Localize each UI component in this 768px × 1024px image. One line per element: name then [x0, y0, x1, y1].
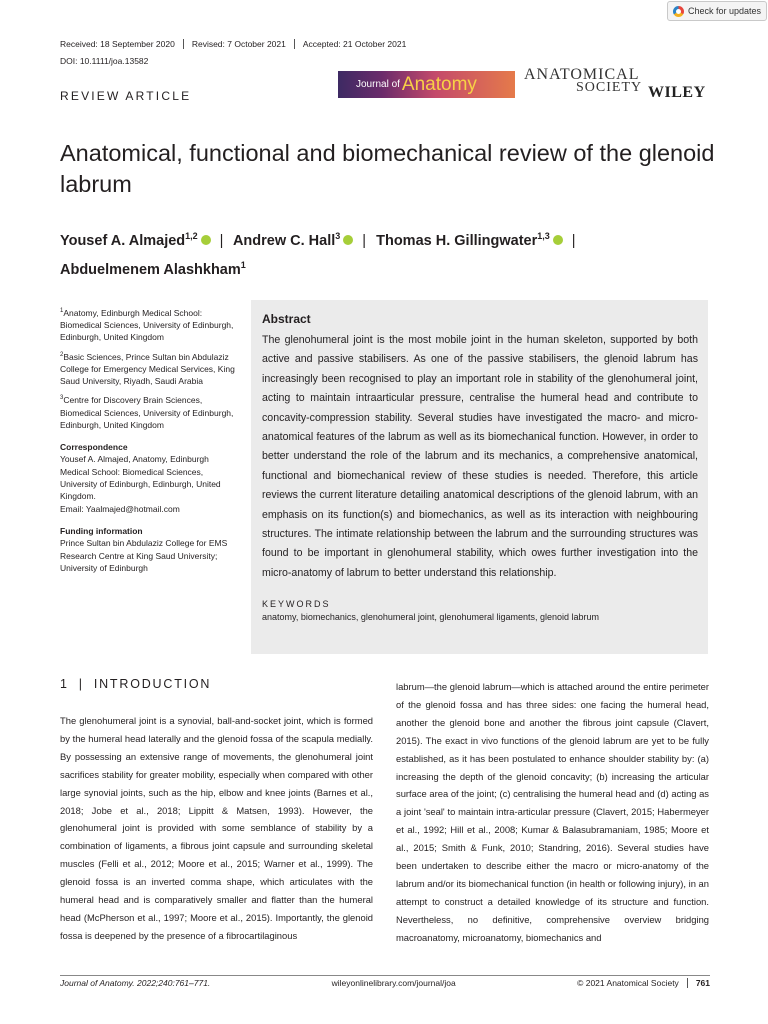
page-number: 761 — [687, 978, 710, 988]
author-name[interactable]: Andrew C. Hall — [232, 232, 336, 249]
section-heading — [60, 677, 211, 691]
affiliation-sup: 1 — [60, 308, 64, 314]
correspondence — [60, 441, 240, 515]
doi[interactable]: DOI: 10.1111/joa.13582 — [60, 56, 149, 66]
section-title: INTRODUCTION — [93, 677, 212, 691]
footer-divider — [60, 975, 710, 976]
body-column-right: labrum—the glenoid labrum—which is attached around the entire perimeter of the glenoid fossa and has three sides: one facing the humeral head, another the glenoid bone and another the fibrous joint capsule (Clavert, 2015). The exact in vivo functions of the glenoid labrum are yet to be fully established, as it has been postulated to enhance shoulder stability by: (a) increasing the depth of the glenoid concavity; (b) increasing the articular surface area of the joint; (c) centralising the humeral head and (d) acting as a joint 'seal' to maintain intra-articular pressure (Clavert, 2015; Habermeyer et al., 1992; Hill et al., 2008; Kumar & Balasubramaniam, 1985; Moore et al., 2015; Smith & Funk, 2010; Standring, 2016). Several studies have been undertaken to describe either the macro or micro-anatomy of the labrum and/or its biomechanical function (in health or following injury), in an attempt to construct a detailed knowledge of its structure and function. Nevertheless, no definitive, comprehensive overview bridging macroanatomy, microanatomy, biomechanics and — [396, 681, 709, 943]
author-affil-sup: 3 — [335, 231, 341, 241]
separator: | — [219, 232, 224, 249]
author-list — [60, 224, 720, 282]
page-footer — [60, 978, 710, 988]
keywords-heading: KEYWORDS — [262, 599, 331, 610]
funding-heading: Funding information — [60, 525, 143, 536]
separator: | — [78, 677, 84, 691]
accepted-date: Accepted: 21 October 2021 — [302, 39, 407, 49]
affiliation-sup: 3 — [60, 395, 64, 402]
body-column-left: The glenohumeral joint is a synovial, ball-and-socket joint, which is formed by the humeral head laterally and the glenoid fossa of the scapula medially. By possessing an extensive range of movements, the glenohumeral joint sacrifices stability for greater mobility, especially when compared with other large synovial joints, such as the hip, elbow and knee joints (Barnes et al., 2018; Jobe et al., 2018; Lippitt & Matsen, 1993). However, the glenohumeral joint is provided with some semblance of stability by a combination of ligaments, a fibrous joint capsule and surrounding skeletal muscles (Felli et al., 2012; Moore et al., 2015; Warner et al., 1999). The glenoid fossa is an inverted comma shape, which articulates with the humeral head and is comparatively smaller and flatter than the humeral head (McPherson et al., 1997; Moore et al., 2015). Importantly, the glenoid fossa is deepened by the presence of a fibrocartilaginous — [60, 715, 373, 941]
affiliations-column — [60, 305, 240, 584]
abstract-text: The glenohumeral joint is the most mobile joint in the human skeleton, supported by both active and passive stabilisers. As one of the passive stabilisers, the glenoid labrum has increasingly been recognised to play an important role in stability of the glenohumeral joint, acting to maintain intraarticular pressure, centralise the humeral head and contribute to concavity-compression stability. Several studies have investigated the macro- and micro-anatomical features of the labrum as well as its biomechanical function. However, in order to better understand the role of the labrum and its mechanics, a comprehensive anatomical, functional and biomechanical review of these studies is needed. Therefore, this article reviews the current literature detailing anatomical descriptions of the glenoid labrum, with an emphasis on its function(s) and biomechanics, as well as its interaction with neighbouring structures. The intimate relationship between the labrum and the surrounding structures was found to be important in glenohumeral stability, which owes further investigation into the micro-anatomy of labrum to better understand this relationship. — [262, 334, 698, 579]
article-type: REVIEW ARTICLE — [60, 89, 192, 103]
correspondence-text: Yousef A. Almajed, Anatomy, Edinburgh Medical School: Biomedical Sciences, University of Edinburgh, Edinburgh, United Kingdom. — [60, 454, 221, 502]
orcid-icon[interactable] — [343, 235, 353, 245]
affiliation — [60, 392, 240, 431]
affiliation — [60, 305, 240, 344]
affiliation-text: Anatomy, Edinburgh Medical School: Biomedical Sciences, University of Edinburgh, Edinburgh, United Kingdom — [60, 307, 234, 343]
crossmark-icon — [673, 6, 684, 17]
affiliation-sup: 2 — [60, 351, 64, 358]
society-logo — [524, 68, 642, 95]
author-affil-sup: 1 — [240, 259, 246, 270]
footer-url[interactable]: wileyonlinelibrary.com/journal/joa — [331, 978, 456, 988]
journal-logo[interactable] — [338, 71, 515, 98]
correspondence-heading: Correspondence — [60, 442, 128, 453]
funding-text: Prince Sultan bin Abdulaziz College for EMS Research Centre at King Saud University; University of Edinburgh — [60, 538, 228, 573]
correspondence-email[interactable]: Email: Yaalmajed@hotmail.com — [60, 503, 180, 514]
footer-copyright: © 2021 Anatomical Society — [577, 978, 679, 988]
section-number: 1 — [60, 677, 69, 691]
abstract-heading: Abstract — [262, 312, 311, 326]
affiliation — [60, 349, 240, 388]
publisher-logo: WILEY — [648, 84, 706, 101]
footer-right — [577, 978, 710, 988]
funding — [60, 525, 240, 574]
article-title: Anatomical, functional and biomechanical review of the glenoid labrum — [60, 140, 715, 197]
author-name[interactable]: Abduelmenem Alashkham — [60, 261, 241, 278]
check-for-updates-label: Check for updates — [688, 6, 762, 16]
orcid-icon[interactable] — [201, 235, 211, 245]
revised-date: Revised: 7 October 2021 — [192, 39, 295, 49]
anatomy-text: Anatomy — [401, 73, 477, 95]
society-line2: SOCIETY — [576, 80, 643, 96]
footer-citation: Journal of Anatomy. 2022;240:761–771. — [60, 978, 211, 988]
author-affil-sup: 1,2 — [185, 231, 198, 241]
author-affil-sup: 1,3 — [537, 231, 550, 241]
affiliation-text: Centre for Discovery Brain Sciences, Biomedical Sciences, University of Edinburgh, Edinburgh, United Kingdom — [60, 395, 234, 430]
separator: | — [571, 232, 576, 249]
orcid-icon[interactable] — [553, 235, 563, 245]
keywords-text: anatomy, biomechanics, glenohumeral joint, glenohumeral ligaments, glenoid labrum — [262, 612, 600, 623]
abstract-box — [251, 300, 708, 654]
separator: | — [362, 232, 367, 249]
author-name[interactable]: Thomas H. Gillingwater — [376, 232, 538, 249]
society-line1: ANATOMICAL — [524, 66, 640, 83]
check-for-updates-button[interactable] — [667, 1, 767, 21]
affiliation-text: Basic Sciences, Prince Sultan bin Abdulaziz College for Emergency Medical Services, King Saud University, Riyadh, Saudi Arabia — [60, 351, 235, 387]
article-dates — [60, 39, 422, 49]
journal-of-text: Journal of — [356, 79, 400, 90]
author-name[interactable]: Yousef A. Almajed — [60, 232, 186, 249]
received-date: Received: 18 September 2020 — [60, 39, 184, 49]
